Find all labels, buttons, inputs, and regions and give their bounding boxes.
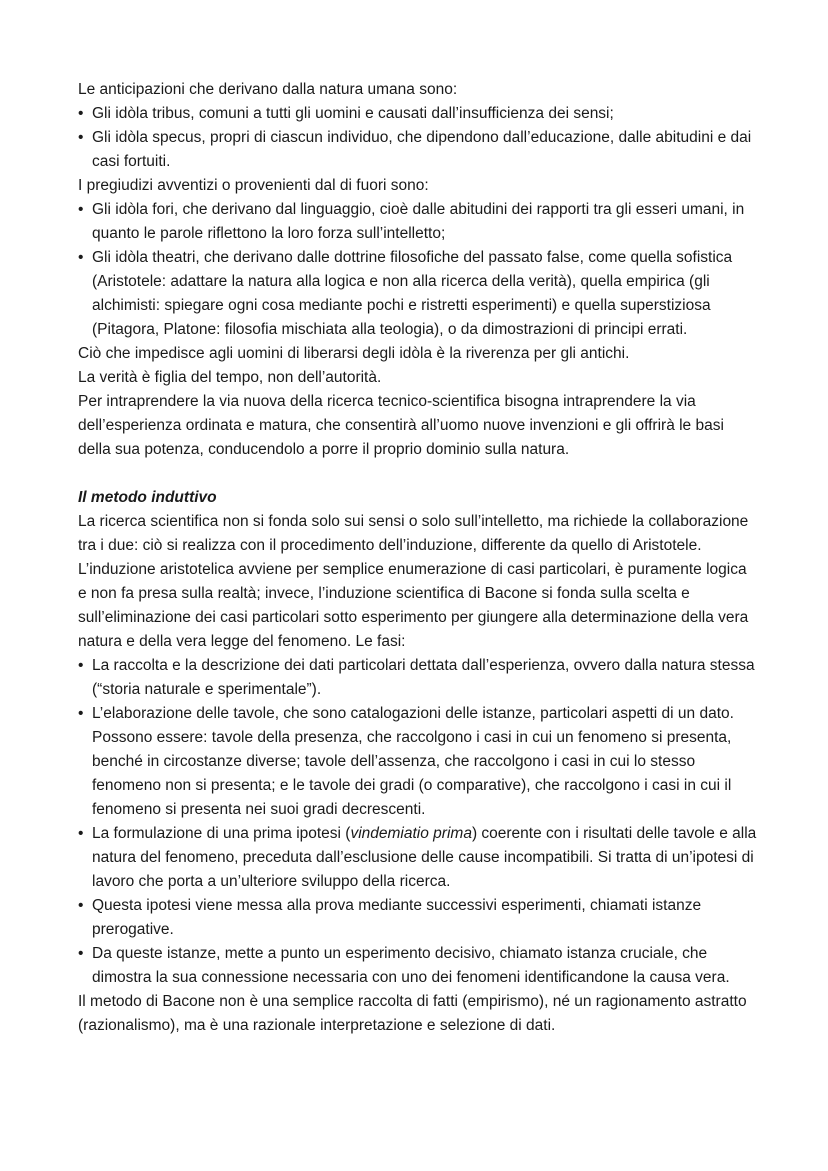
bullet-idola-fori: • Gli idòla fori, che derivano dal linguaggio, cioè dalle abitudini dei rapporti tra gli esseri umani, in quanto le parole riflettono la loro forza sull’intelletto; [78, 198, 758, 246]
paragraph-ricerca-scientifica: La ricerca scientifica non si fonda solo sui sensi o solo sull’intelletto, ma richiede la collaborazione tra i due: ciò si realizza con il procedimento dell’induzione, differente da quello di Aristotele. L’induzione aristotelica avviene per semplice enumerazione di casi particolari, è puramente logica e non fa presa sulla realtà; invece, l’induzione scientifica di Bacone si fonda sulla scelta e sull’eliminazione dei casi particolari sotto esperimento per giungere alla determinazione della vera natura e della vera legge del fenomeno. Le fasi: [78, 513, 749, 650]
fasi-list [78, 654, 758, 990]
bullet-prima-ipotesi-text-b: ) coerente con i risultati delle tavole e alla natura del fenomeno, preceduta dall’esclusione delle cause incompatibili. Si tratta di un’ipotesi di lavoro che porta a un’ulteriore sviluppo della ricerca. [92, 825, 757, 890]
bullet-idola-theatri: • Gli idòla theatri, che derivano dalle dottrine filosofiche del passato false, come quella sofistica (Aristotele: adattare la natura alla logica e non alla ricerca della verità), quella empirica (gli alchimisti: spiegare ogni cosa mediante pochi e ristretti esperimenti) e quella superstiziosa (Pitagora, Platone: filosofia mischiata alla teologia), o da dimostrazioni di principi errati. [78, 246, 758, 342]
bullet-idola-specus: • Gli idòla specus, propri di ciascun individuo, che dipendono dall’educazione, dalle abitudini e dai casi fortuiti. [78, 126, 758, 174]
bullet-prima-ipotesi [78, 822, 758, 894]
intro-pregiudizi: I pregiudizi avventizi o provenienti dal di fuori sono: [78, 177, 429, 194]
intro-anticipazioni: Le anticipazioni che derivano dalla natura umana sono: [78, 81, 458, 98]
bullet-tavole: • L’elaborazione delle tavole, che sono catalogazioni delle istanze, particolari aspetti di un dato. Possono essere: tavole della presenza, che raccolgono i casi in cui un fenomeno si presenta, benché in circostanze diverse; tavole dell’assenza, che raccolgono i casi in cui lo stesso fenomeno non si presenta; e le tavole dei gradi (o comparative), che raccolgono i casi in cui il fenomeno si presenta nei suoi gradi decrescenti. [78, 702, 758, 822]
bullet-idola-tribus: • Gli idòla tribus, comuni a tutti gli uomini e causati dall’insufficienza dei sensi; [78, 102, 758, 126]
idola-natura-list [78, 102, 758, 174]
idola-esterni-list [78, 198, 758, 342]
paragraph-via-nuova: Per intraprendere la via nuova della ricerca tecnico-scientifica bisogna intraprendere la via dell’esperienza ordinata e matura, che consentirà all’uomo nuove invenzioni e gli offrirà le basi della sua potenza, conducendolo a porre il proprio dominio sulla natura. [78, 393, 724, 458]
paragraph-conclusione: Il metodo di Bacone non è una semplice raccolta di fatti (empirismo), né un ragionamento astratto (razionalismo), ma è una razionale interpretazione e selezione di dati. [78, 993, 747, 1034]
vindemiatio-prima-term: vindemiatio prima [350, 825, 472, 842]
bullet-istanze-prerogative: • Questa ipotesi viene messa alla prova mediante successivi esperimenti, chiamati istanze prerogative. [78, 894, 758, 942]
bullet-prima-ipotesi-text-a: La formulazione di una prima ipotesi ( [92, 825, 351, 842]
bullet-raccolta: • La raccolta e la descrizione dei dati particolari dettata dall’esperienza, ovvero dalla natura stessa (“storia naturale e sperimentale”). [78, 654, 758, 702]
bullet-istanza-cruciale: • Da queste istanze, mette a punto un esperimento decisivo, chiamato istanza cruciale, che dimostra la sua connessione necessaria con uno dei fenomeni identificandone la causa vera. [78, 942, 758, 990]
section-heading: Il metodo induttivo [78, 489, 217, 506]
line-riverenza: Ciò che impedisce agli uomini di liberarsi degli idòla è la riverenza per gli antichi. [78, 345, 630, 362]
line-verita: La verità è figlia del tempo, non dell’autorità. [78, 369, 382, 386]
